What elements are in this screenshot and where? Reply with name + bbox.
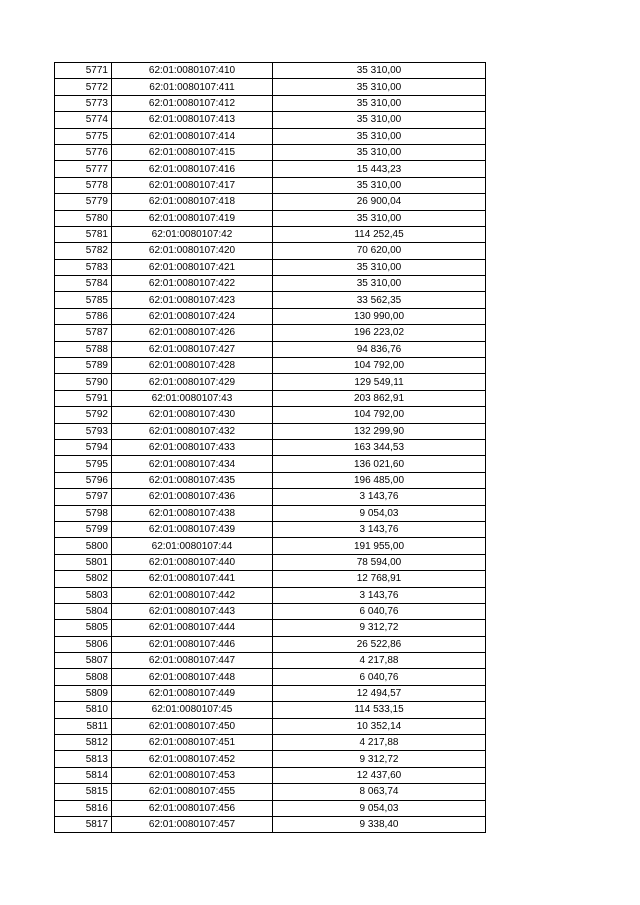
value-cell: 163 344,53 — [273, 439, 486, 455]
cadastral-number-cell: 62:01:0080107:412 — [112, 95, 273, 111]
cadastral-number-cell: 62:01:0080107:433 — [112, 439, 273, 455]
table-row — [55, 554, 486, 570]
cadastral-number-cell: 62:01:0080107:434 — [112, 456, 273, 472]
cadastral-number-cell: 62:01:0080107:414 — [112, 128, 273, 144]
table-row — [55, 308, 486, 324]
row-number-cell: 5791 — [55, 390, 112, 406]
value-cell: 70 620,00 — [273, 243, 486, 259]
table-row — [55, 505, 486, 521]
row-number-cell: 5805 — [55, 620, 112, 636]
value-cell: 9 312,72 — [273, 751, 486, 767]
table-row — [55, 571, 486, 587]
value-cell: 35 310,00 — [273, 210, 486, 226]
cadastral-number-cell: 62:01:0080107:429 — [112, 374, 273, 390]
row-number-cell: 5806 — [55, 636, 112, 652]
value-cell: 104 792,00 — [273, 358, 486, 374]
value-cell: 129 549,11 — [273, 374, 486, 390]
value-cell: 3 143,76 — [273, 521, 486, 537]
table-row — [55, 800, 486, 816]
value-cell: 130 990,00 — [273, 308, 486, 324]
row-number-cell: 5807 — [55, 653, 112, 669]
row-number-cell: 5801 — [55, 554, 112, 570]
row-number-cell: 5796 — [55, 472, 112, 488]
cadastral-number-cell: 62:01:0080107:421 — [112, 259, 273, 275]
table-row — [55, 243, 486, 259]
value-cell: 94 836,76 — [273, 341, 486, 357]
cadastral-number-cell: 62:01:0080107:423 — [112, 292, 273, 308]
row-number-cell: 5794 — [55, 439, 112, 455]
table-row — [55, 636, 486, 652]
row-number-cell: 5808 — [55, 669, 112, 685]
cadastral-number-cell: 62:01:0080107:427 — [112, 341, 273, 357]
row-number-cell: 5775 — [55, 128, 112, 144]
value-cell: 10 352,14 — [273, 718, 486, 734]
value-cell: 4 217,88 — [273, 653, 486, 669]
cadastral-number-cell: 62:01:0080107:444 — [112, 620, 273, 636]
cadastral-number-cell: 62:01:0080107:43 — [112, 390, 273, 406]
value-cell: 191 955,00 — [273, 538, 486, 554]
value-cell: 78 594,00 — [273, 554, 486, 570]
row-number-cell: 5803 — [55, 587, 112, 603]
value-cell: 203 862,91 — [273, 390, 486, 406]
cadastral-number-cell: 62:01:0080107:428 — [112, 358, 273, 374]
table-row — [55, 161, 486, 177]
cadastral-number-cell: 62:01:0080107:410 — [112, 63, 273, 79]
table-row — [55, 538, 486, 554]
cadastral-number-cell: 62:01:0080107:446 — [112, 636, 273, 652]
value-cell: 35 310,00 — [273, 144, 486, 160]
table-row — [55, 95, 486, 111]
table-row — [55, 816, 486, 832]
row-number-cell: 5781 — [55, 226, 112, 242]
table-row — [55, 521, 486, 537]
value-cell: 35 310,00 — [273, 128, 486, 144]
data-table — [54, 62, 486, 833]
value-cell: 26 522,86 — [273, 636, 486, 652]
table-row — [55, 472, 486, 488]
row-number-cell: 5771 — [55, 63, 112, 79]
table-row — [55, 177, 486, 193]
row-number-cell: 5811 — [55, 718, 112, 734]
table-row — [55, 390, 486, 406]
row-number-cell: 5786 — [55, 308, 112, 324]
cadastral-number-cell: 62:01:0080107:439 — [112, 521, 273, 537]
table-row — [55, 685, 486, 701]
value-cell: 12 494,57 — [273, 685, 486, 701]
row-number-cell: 5814 — [55, 767, 112, 783]
row-number-cell: 5773 — [55, 95, 112, 111]
value-cell: 35 310,00 — [273, 95, 486, 111]
value-cell: 9 054,03 — [273, 505, 486, 521]
table-row — [55, 620, 486, 636]
value-cell: 114 533,15 — [273, 702, 486, 718]
value-cell: 136 021,60 — [273, 456, 486, 472]
cadastral-number-cell: 62:01:0080107:430 — [112, 407, 273, 423]
value-cell: 12 437,60 — [273, 767, 486, 783]
cadastral-number-cell: 62:01:0080107:426 — [112, 325, 273, 341]
value-cell: 3 143,76 — [273, 587, 486, 603]
cadastral-number-cell: 62:01:0080107:416 — [112, 161, 273, 177]
value-cell: 35 310,00 — [273, 259, 486, 275]
value-cell: 4 217,88 — [273, 735, 486, 751]
row-number-cell: 5789 — [55, 358, 112, 374]
cadastral-number-cell: 62:01:0080107:415 — [112, 144, 273, 160]
value-cell: 196 485,00 — [273, 472, 486, 488]
table-row — [55, 407, 486, 423]
row-number-cell: 5790 — [55, 374, 112, 390]
row-number-cell: 5799 — [55, 521, 112, 537]
table-row — [55, 194, 486, 210]
table-row — [55, 210, 486, 226]
cadastral-number-cell: 62:01:0080107:455 — [112, 784, 273, 800]
value-cell: 9 338,40 — [273, 816, 486, 832]
table-row — [55, 112, 486, 128]
row-number-cell: 5779 — [55, 194, 112, 210]
cadastral-number-cell: 62:01:0080107:443 — [112, 603, 273, 619]
row-number-cell: 5782 — [55, 243, 112, 259]
value-cell: 35 310,00 — [273, 276, 486, 292]
row-number-cell: 5817 — [55, 816, 112, 832]
row-number-cell: 5813 — [55, 751, 112, 767]
value-cell: 3 143,76 — [273, 489, 486, 505]
cadastral-number-cell: 62:01:0080107:435 — [112, 472, 273, 488]
table-row — [55, 751, 486, 767]
table-row — [55, 702, 486, 718]
value-cell: 26 900,04 — [273, 194, 486, 210]
cadastral-number-cell: 62:01:0080107:456 — [112, 800, 273, 816]
table-row — [55, 603, 486, 619]
row-number-cell: 5783 — [55, 259, 112, 275]
value-cell: 9 054,03 — [273, 800, 486, 816]
value-cell: 196 223,02 — [273, 325, 486, 341]
cadastral-number-cell: 62:01:0080107:44 — [112, 538, 273, 554]
row-number-cell: 5816 — [55, 800, 112, 816]
cadastral-number-cell: 62:01:0080107:422 — [112, 276, 273, 292]
row-number-cell: 5815 — [55, 784, 112, 800]
row-number-cell: 5798 — [55, 505, 112, 521]
table-row — [55, 144, 486, 160]
table-body — [55, 63, 486, 833]
row-number-cell: 5792 — [55, 407, 112, 423]
table-row — [55, 456, 486, 472]
cadastral-number-cell: 62:01:0080107:442 — [112, 587, 273, 603]
cadastral-number-cell: 62:01:0080107:440 — [112, 554, 273, 570]
table-row — [55, 292, 486, 308]
row-number-cell: 5793 — [55, 423, 112, 439]
row-number-cell: 5776 — [55, 144, 112, 160]
cadastral-number-cell: 62:01:0080107:453 — [112, 767, 273, 783]
cadastral-number-cell: 62:01:0080107:42 — [112, 226, 273, 242]
row-number-cell: 5802 — [55, 571, 112, 587]
table-row — [55, 439, 486, 455]
row-number-cell: 5784 — [55, 276, 112, 292]
cadastral-number-cell: 62:01:0080107:420 — [112, 243, 273, 259]
table-row — [55, 325, 486, 341]
table-row — [55, 669, 486, 685]
cadastral-number-cell: 62:01:0080107:413 — [112, 112, 273, 128]
table-row — [55, 784, 486, 800]
table-row — [55, 358, 486, 374]
cadastral-number-cell: 62:01:0080107:450 — [112, 718, 273, 734]
cadastral-number-cell: 62:01:0080107:424 — [112, 308, 273, 324]
row-number-cell: 5777 — [55, 161, 112, 177]
value-cell: 8 063,74 — [273, 784, 486, 800]
row-number-cell: 5810 — [55, 702, 112, 718]
table-row — [55, 341, 486, 357]
cadastral-number-cell: 62:01:0080107:452 — [112, 751, 273, 767]
cadastral-number-cell: 62:01:0080107:449 — [112, 685, 273, 701]
table-row — [55, 128, 486, 144]
table-row — [55, 423, 486, 439]
cadastral-number-cell: 62:01:0080107:438 — [112, 505, 273, 521]
row-number-cell: 5772 — [55, 79, 112, 95]
row-number-cell: 5774 — [55, 112, 112, 128]
cadastral-number-cell: 62:01:0080107:457 — [112, 816, 273, 832]
value-cell: 104 792,00 — [273, 407, 486, 423]
row-number-cell: 5795 — [55, 456, 112, 472]
table-row — [55, 374, 486, 390]
row-number-cell: 5778 — [55, 177, 112, 193]
value-cell: 132 299,90 — [273, 423, 486, 439]
table-row — [55, 767, 486, 783]
value-cell: 15 443,23 — [273, 161, 486, 177]
table-row — [55, 63, 486, 79]
row-number-cell: 5797 — [55, 489, 112, 505]
row-number-cell: 5812 — [55, 735, 112, 751]
row-number-cell: 5804 — [55, 603, 112, 619]
table-row — [55, 276, 486, 292]
row-number-cell: 5787 — [55, 325, 112, 341]
row-number-cell: 5780 — [55, 210, 112, 226]
table-row — [55, 489, 486, 505]
cadastral-number-cell: 62:01:0080107:419 — [112, 210, 273, 226]
table-row — [55, 735, 486, 751]
cadastral-number-cell: 62:01:0080107:436 — [112, 489, 273, 505]
table-row — [55, 718, 486, 734]
cadastral-number-cell: 62:01:0080107:411 — [112, 79, 273, 95]
value-cell: 35 310,00 — [273, 112, 486, 128]
value-cell: 9 312,72 — [273, 620, 486, 636]
value-cell: 33 562,35 — [273, 292, 486, 308]
row-number-cell: 5800 — [55, 538, 112, 554]
value-cell: 35 310,00 — [273, 177, 486, 193]
value-cell: 35 310,00 — [273, 63, 486, 79]
cadastral-number-cell: 62:01:0080107:451 — [112, 735, 273, 751]
table-row — [55, 226, 486, 242]
table-row — [55, 653, 486, 669]
row-number-cell: 5785 — [55, 292, 112, 308]
value-cell: 6 040,76 — [273, 669, 486, 685]
cadastral-number-cell: 62:01:0080107:418 — [112, 194, 273, 210]
row-number-cell: 5809 — [55, 685, 112, 701]
value-cell: 35 310,00 — [273, 79, 486, 95]
table-row — [55, 587, 486, 603]
value-cell: 6 040,76 — [273, 603, 486, 619]
cadastral-number-cell: 62:01:0080107:441 — [112, 571, 273, 587]
cadastral-number-cell: 62:01:0080107:417 — [112, 177, 273, 193]
cadastral-number-cell: 62:01:0080107:432 — [112, 423, 273, 439]
cadastral-number-cell: 62:01:0080107:447 — [112, 653, 273, 669]
table-row — [55, 79, 486, 95]
row-number-cell: 5788 — [55, 341, 112, 357]
cadastral-number-cell: 62:01:0080107:45 — [112, 702, 273, 718]
cadastral-number-cell: 62:01:0080107:448 — [112, 669, 273, 685]
table-row — [55, 259, 486, 275]
value-cell: 12 768,91 — [273, 571, 486, 587]
value-cell: 114 252,45 — [273, 226, 486, 242]
